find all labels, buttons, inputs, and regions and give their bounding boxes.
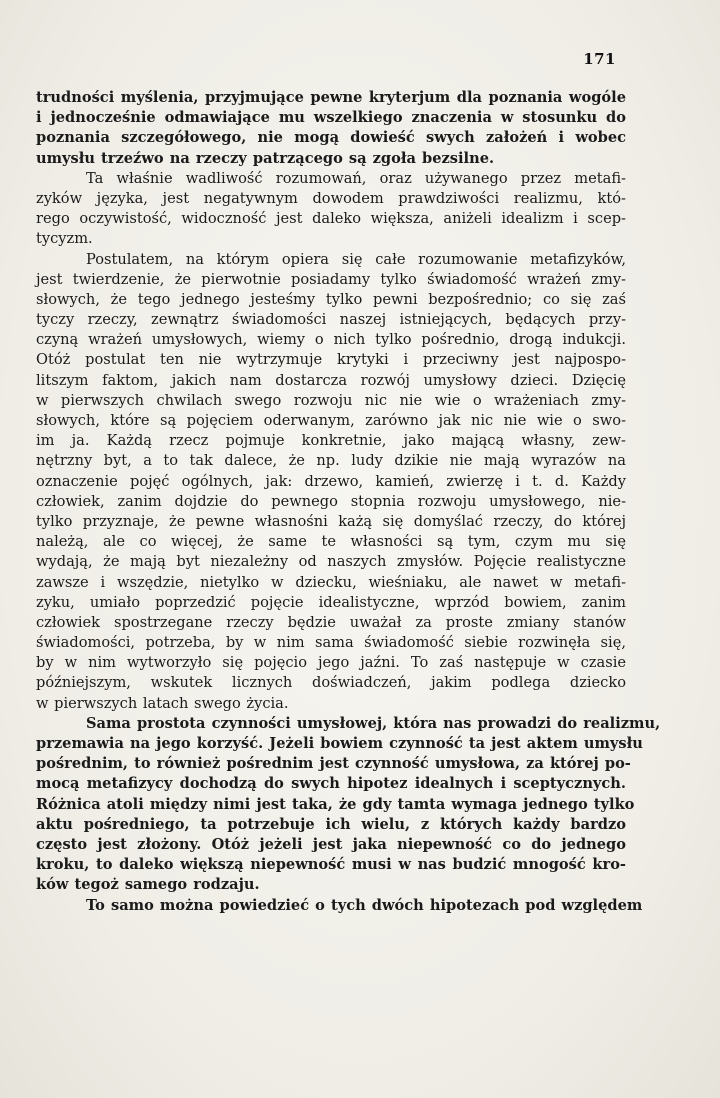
text-line: świadomości, potrzeba, by w nim sama świadomość siebie rozwinęła się,	[36, 634, 626, 652]
text-line: Różnica atoli między nimi jest taka, że gdy tamta wymaga jednego tylko	[36, 795, 635, 813]
text-line: mocą metafizycy dochodzą do swych hipotez idealnych i sceptycznych.	[36, 775, 626, 793]
text-line: słowych, że tego jednego jesteśmy tylko pewni bezpośrednio; co się zaś	[36, 290, 626, 308]
text-line: Ta właśnie wadliwość rozumowań, oraz używanego przez metafi-	[86, 169, 626, 187]
text-line: aktu pośredniego, ta potrzebuje ich wielu, z których każdy bardzo	[36, 815, 626, 833]
text-line: w pierwszych latach swego życia.	[36, 694, 289, 712]
text-line: kroku, to daleko większą niepewność musi w nas budzić mnogość kro-	[36, 856, 626, 874]
text-line: jest twierdzenie, że pierwotnie posiadamy tylko świadomość wrażeń zmy-	[36, 270, 626, 288]
text-line: tylko przyznaje, że pewne własnośni każą się domyślać rzeczy, do której	[36, 512, 626, 530]
text-line: poznania szczegółowego, nie mogą dowieść swych założeń i wobec	[36, 129, 626, 147]
text-line: Sama prostota czynności umysłowej, która nas prowadzi do realizmu,	[86, 714, 661, 732]
text-line: Postulatem, na którym opiera się całe rozumowanie metafizyków,	[86, 250, 626, 268]
text-line: wydają, że mają byt niezależny od naszych zmysłów. Pojęcie realistyczne	[36, 553, 626, 571]
text-line: im ja. Każdą rzecz pojmuje konkretnie, jako mającą własny, zew-	[36, 432, 626, 450]
text-line: ków tegoż samego rodzaju.	[36, 876, 260, 894]
text-line: często jest złożony. Otóż jeżeli jest jaka niepewność co do jednego	[36, 835, 626, 853]
text-line: i jednocześnie odmawiające mu wszelkiego znaczenia w stosunku do	[36, 109, 626, 127]
text-line: późniejszym, wskutek licznych doświadczeń, jakim podlega dziecko	[36, 674, 626, 692]
text-line: rego oczywistość, widoczność jest daleko większa, aniżeli idealizm i scep-	[36, 210, 626, 228]
text-line: umysłu trzeźwo na rzeczy patrzącego są zgoła bezsilne.	[36, 149, 495, 167]
text-line: zawsze i wszędzie, nietylko w dziecku, wieśniaku, ale nawet w metafi-	[36, 573, 626, 591]
text-line: To samo można powiedzieć o tych dwóch hipotezach pod względem	[86, 896, 643, 914]
text-line: by w nim wytworzyło się pojęcio jego jaźni. To zaś następuje w czasie	[36, 654, 626, 672]
text-line: pośrednim, to również pośrednim jest czynność umysłowa, za której po-	[36, 755, 631, 773]
text-line: słowych, które są pojęciem oderwanym, zarówno jak nic nie wie o swo-	[36, 412, 626, 429]
text-line: czyną wrażeń umysłowych, wiemy o nich tylko pośrednio, drogą indukcji.	[36, 331, 626, 349]
text-line: należą, ale co więcej, że same te własności są tym, czym mu się	[36, 533, 626, 551]
text-line: człowiek spostrzegane rzeczy będzie uważał za proste zmiany stanów	[36, 613, 626, 631]
text-line: Otóż postulat ten nie wytrzymuje krytyki i przeciwny jest najpospo-	[36, 351, 626, 369]
text-line: trudności myślenia, przyjmujące pewne kryterjum dla poznania wogóle	[36, 89, 626, 106]
text-line: oznaczenie pojęć ogólnych, jak: drzewo, kamień, zwierzę i t. d. Każdy	[36, 472, 626, 490]
body-text	[36, 88, 661, 916]
page-number: 171	[583, 50, 616, 68]
text-line: w pierwszych chwilach swego rozwoju nic nie wie o wrażeniach zmy-	[36, 391, 626, 409]
text-line: tycyzm.	[36, 230, 93, 248]
text-line: człowiek, zanim dojdzie do pewnego stopnia rozwoju umysłowego, nie-	[36, 492, 626, 510]
text-line: tyczy rzeczy, zewnątrz świadomości naszej istniejących, będących przy-	[36, 311, 626, 329]
text-line: przemawia na jego korzyść. Jeżeli bowiem czynność ta jest aktem umysłu	[36, 735, 643, 752]
text-line: zyków języka, jest negatywnym dowodem prawdziwości realizmu, któ-	[36, 189, 626, 207]
text-line: litszym faktom, jakich nam dostarcza rozwój umysłowy dzieci. Dzięcię	[36, 371, 626, 389]
text-line: nętrzny byt, a to tak dalece, że np. ludy dzikie nie mają wyrazów na	[36, 452, 626, 470]
text-line: zyku, umiało poprzedzić pojęcie idealistyczne, wprzód bowiem, zanim	[36, 593, 626, 611]
